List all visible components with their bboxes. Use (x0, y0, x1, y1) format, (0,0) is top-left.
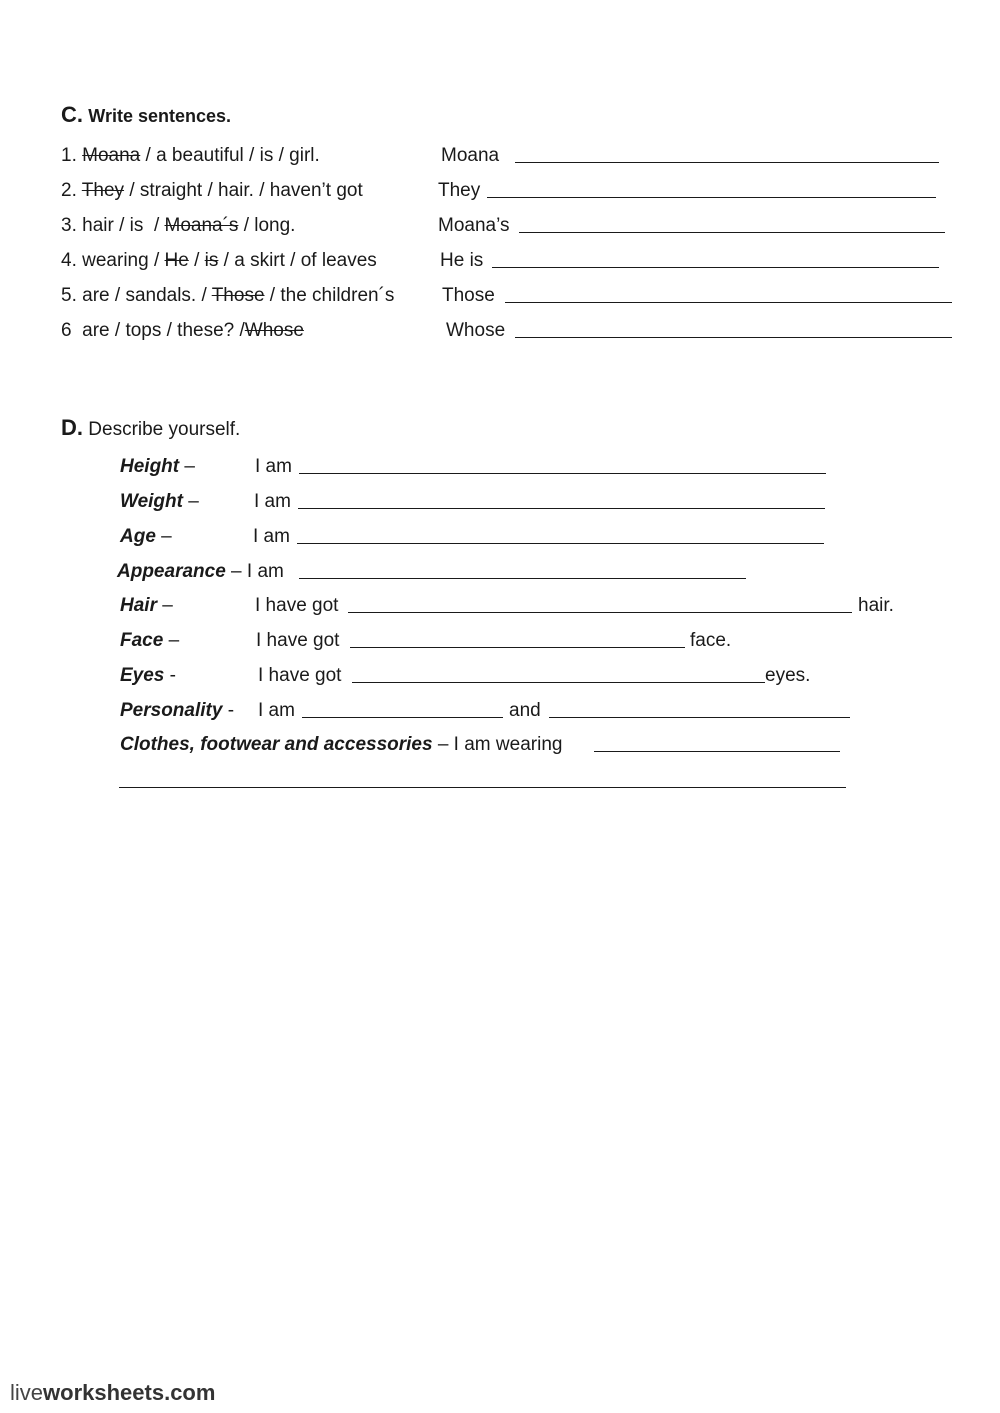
struck-word: Moana´s (164, 215, 239, 236)
struck-word: Those (211, 285, 265, 306)
row-weight-lead: I am (254, 491, 291, 512)
section-d-letter: D. (61, 415, 83, 440)
row-age-label: Age – (120, 526, 172, 547)
row-appearance-label: Appearance – I am (117, 561, 284, 582)
height-input[interactable] (299, 452, 826, 478)
answer-input-4[interactable] (492, 246, 939, 272)
clothes-input-1[interactable] (594, 730, 840, 756)
row-hair-tail: hair. (858, 595, 894, 616)
answer-start-4: He is (440, 250, 484, 271)
section-d-title: Describe yourself. (88, 419, 241, 440)
row-face-tail: face. (690, 630, 732, 651)
row-age-lead: I am (253, 526, 290, 547)
answer-input-6[interactable] (515, 316, 952, 342)
sentence-prompt-3: 3. hair / is / Moana´s / long. (61, 215, 296, 236)
row-hair-lead: I have got (255, 595, 339, 616)
answer-start-5: Those (442, 285, 495, 306)
hair-input[interactable] (348, 591, 852, 617)
answer-input-1[interactable] (515, 141, 939, 167)
row-eyes-lead: I have got (258, 665, 342, 686)
section-d-heading (61, 417, 240, 441)
row-eyes-tail: eyes. (765, 665, 811, 686)
row-weight-label: Weight – (120, 491, 199, 512)
sentence-prompt-4: 4. wearing / He / is / a skirt / of leaves (61, 250, 377, 271)
answer-start-2: They (438, 180, 481, 201)
struck-word: He (164, 250, 189, 271)
struck-word: Moana (82, 145, 141, 166)
answer-start-1: Moana (441, 145, 500, 166)
clothes-input-2[interactable] (119, 766, 846, 792)
personality-input-2[interactable] (549, 696, 850, 722)
sentence-prompt-2: 2. They / straight / hair. / haven’t got (61, 180, 363, 201)
answer-start-3: Moana’s (438, 215, 510, 236)
row-personality-label: Personality - (120, 700, 235, 721)
answer-input-2[interactable] (487, 176, 936, 202)
struck-word: They (81, 180, 125, 201)
answer-start-6: Whose (446, 320, 506, 341)
section-c-letter: C. (61, 102, 83, 127)
row-face-label: Face – (120, 630, 180, 651)
row-personality-lead: I am (258, 700, 295, 721)
row-personality-mid: and (509, 700, 541, 721)
row-height-lead: I am (255, 456, 292, 477)
answer-input-5[interactable] (505, 281, 952, 307)
section-c-title: Write sentences. (88, 106, 232, 126)
row-eyes-label: Eyes - (120, 665, 176, 686)
section-c-heading (61, 104, 231, 128)
answer-input-3[interactable] (519, 211, 945, 237)
liveworksheets-logo: liveworksheets.com (10, 1380, 216, 1405)
struck-word: is (204, 250, 219, 271)
personality-input-1[interactable] (302, 696, 503, 722)
row-face-lead: I have got (256, 630, 340, 651)
face-input[interactable] (350, 626, 685, 652)
struck-word: Whose (244, 320, 304, 341)
sentence-prompt-1: 1. Moana / a beautiful / is / girl. (61, 145, 320, 166)
row-hair-label: Hair – (120, 595, 173, 616)
age-input[interactable] (297, 522, 824, 548)
appearance-input[interactable] (299, 557, 746, 583)
row-height-label: Height – (120, 456, 195, 477)
sentence-prompt-6: 6 are / tops / these? /Whose (61, 320, 304, 341)
row-clothes-label: Clothes, footwear and accessories – I am wearing (120, 734, 563, 755)
weight-input[interactable] (298, 487, 825, 513)
sentence-prompt-5: 5. are / sandals. / Those / the children´s (61, 285, 395, 306)
eyes-input[interactable] (352, 661, 765, 687)
